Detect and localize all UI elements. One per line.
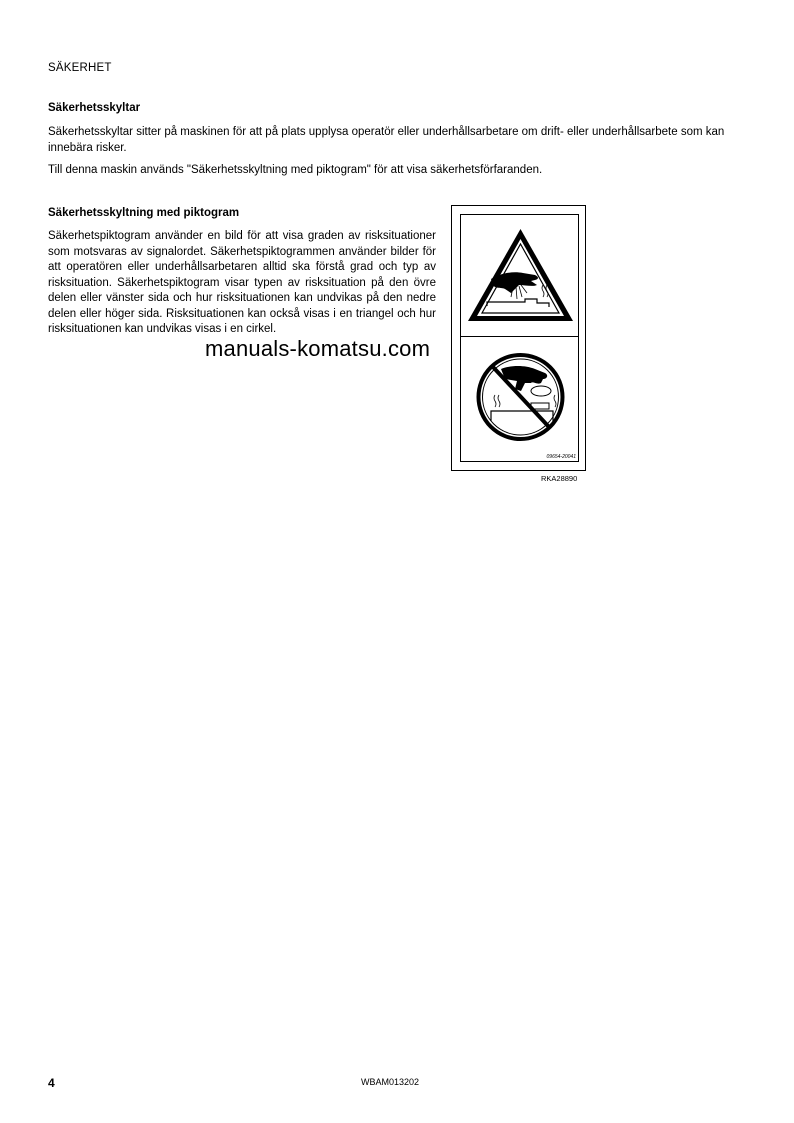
paragraph: Till denna maskin används "Säkerhetsskyltning med piktogram" för att visa säkerhetsförfaranden. <box>48 164 543 176</box>
figure-label: RKA28890 <box>541 474 578 483</box>
paragraph: Säkerhetsskyltar sitter på maskinen för att på plats upplysa operatör eller underhållsarbetare om drift- eller underhållsarbete som kan innebära risker. <box>48 126 725 154</box>
warning-triangle-hot-liquid-hand-icon <box>461 215 580 335</box>
heading-piktogram: Säkerhetsskyltning med piktogram <box>48 207 240 219</box>
prohibition-circle-hand-hot-icon <box>461 337 580 467</box>
paragraph: Säkerhetspiktogram använder en bild för att visa graden av risksituationer som motsvaras av signalordet. Säkerhetspiktogrammen använder bilder för att operatören eller underhållsarbetaren alltid ska förstå grad och typ av risksituation. Säkerhetspiktogram visar typen av risksituation på den övre delen eller vänster sida och hur risksituationen kan undvikas på den nedre delen eller höger sida. Risksituationen kan också visas i en triangel och hur risksituationen kan undvikas visas i en cirkel. <box>48 230 436 335</box>
part-code: 09654-20041 <box>546 454 576 460</box>
heading-sakerhetsskyltar: Säkerhetsskyltar <box>48 102 141 114</box>
document-code: WBAM013202 <box>361 1077 420 1087</box>
safety-pictogram-figure <box>451 205 586 471</box>
page-number: 4 <box>48 1076 55 1090</box>
section-header: SÄKERHET <box>48 62 112 74</box>
watermark: manuals-komatsu.com <box>205 336 431 361</box>
